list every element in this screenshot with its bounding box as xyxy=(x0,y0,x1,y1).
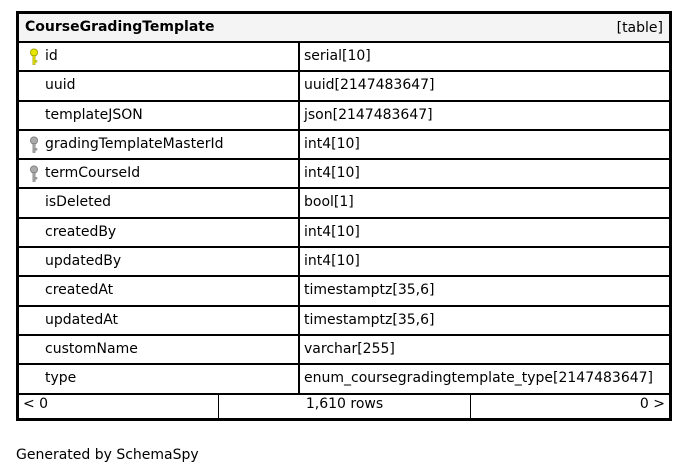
column-name: id xyxy=(45,48,58,64)
column-type: bool[1] xyxy=(304,194,354,211)
column-row xyxy=(19,102,669,131)
column-name-cell xyxy=(19,365,300,392)
table-footer xyxy=(19,393,669,418)
parents-count: < 0 xyxy=(23,396,49,412)
column-name: createdBy xyxy=(45,223,117,240)
generated-by-label: Generated by SchemaSpy xyxy=(16,447,199,463)
column-type: serial[10] xyxy=(304,48,371,64)
column-name-cell xyxy=(19,336,300,363)
column-row xyxy=(19,277,669,306)
column-row xyxy=(19,365,669,394)
column-type: int4[10] xyxy=(304,165,360,182)
column-name: termCourseId xyxy=(45,165,141,182)
row-count: 1,610 rows xyxy=(305,396,384,412)
column-type: timestamptz[35,6] xyxy=(304,311,435,328)
column-type: int4[10] xyxy=(304,135,360,152)
foreign-key-icon xyxy=(28,165,40,183)
row-count-cell xyxy=(219,393,471,418)
column-type: int4[10] xyxy=(304,223,360,240)
children-count: 0 > xyxy=(639,396,665,412)
column-name-cell xyxy=(19,277,300,304)
table-header xyxy=(19,14,669,43)
column-name: createdAt xyxy=(45,282,114,299)
column-row xyxy=(19,189,669,218)
column-name: gradingTemplateMasterId xyxy=(45,135,224,152)
column-name-cell xyxy=(19,307,300,334)
column-name-cell xyxy=(19,219,300,246)
column-name-cell xyxy=(19,102,300,129)
column-row xyxy=(19,336,669,365)
column-type: json[2147483647] xyxy=(304,106,433,123)
column-type: uuid[2147483647] xyxy=(304,77,435,94)
foreign-key-icon xyxy=(28,136,40,154)
column-type: varchar[255] xyxy=(304,340,395,357)
column-row xyxy=(19,248,669,277)
parents-count-cell xyxy=(19,393,219,418)
primary-key-icon xyxy=(28,48,40,66)
column-list xyxy=(19,43,669,395)
column-name: templateJSON xyxy=(45,106,143,123)
column-type: timestamptz[35,6] xyxy=(304,282,435,299)
column-name-cell xyxy=(19,72,300,99)
column-name: customName xyxy=(45,340,138,357)
column-name: isDeleted xyxy=(45,194,112,211)
column-name: updatedAt xyxy=(45,311,119,328)
column-name-cell xyxy=(19,248,300,275)
table-node xyxy=(16,11,672,421)
column-name: updatedBy xyxy=(45,253,122,270)
column-name-cell xyxy=(19,160,300,187)
column-row xyxy=(19,43,669,72)
column-row xyxy=(19,160,669,189)
column-name-cell xyxy=(19,131,300,158)
column-name: type xyxy=(45,370,77,387)
column-name-cell xyxy=(19,189,300,216)
column-type: int4[10] xyxy=(304,253,360,270)
column-row xyxy=(19,219,669,248)
column-row xyxy=(19,131,669,160)
column-name: uuid xyxy=(45,77,76,94)
table-kind: [table] xyxy=(616,20,663,36)
column-name-cell xyxy=(19,43,300,70)
column-type: enum_coursegradingtemplate_type[2147483647] xyxy=(304,370,654,387)
column-row xyxy=(19,72,669,101)
children-count-cell xyxy=(471,393,669,418)
column-row xyxy=(19,307,669,336)
table-name: CourseGradingTemplate xyxy=(25,19,215,35)
